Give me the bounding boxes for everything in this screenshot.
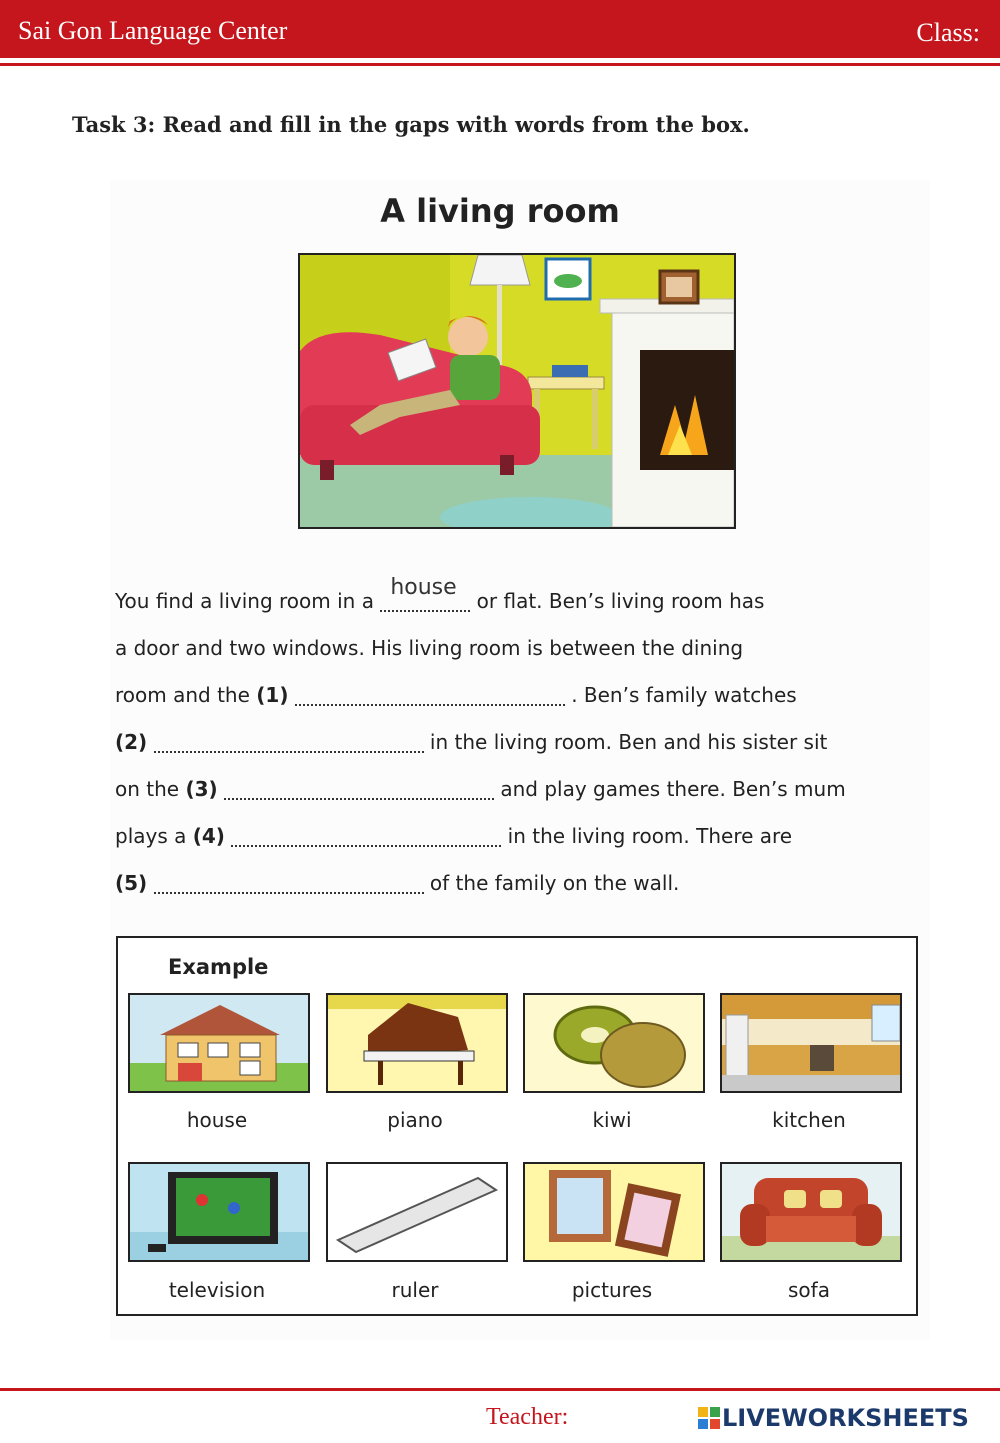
answer-gap-1[interactable] (295, 686, 565, 706)
pictures-picture (523, 1162, 705, 1262)
gap-number-4: (4) (192, 824, 225, 848)
example-label: Example (168, 955, 269, 979)
text-segment: on the (115, 777, 180, 801)
answer-gap-3[interactable] (224, 780, 494, 800)
word-piano: piano (387, 1108, 443, 1132)
text-segment: and play games there. Ben’s mum (500, 777, 846, 801)
paragraph-line-2 (115, 625, 905, 672)
text-segment: room and the (115, 683, 250, 707)
paragraph-line-1 (115, 575, 905, 625)
liveworksheets-logo (698, 1404, 969, 1432)
paragraph-line-4 (115, 719, 905, 766)
gap-number-3: (3) (185, 777, 218, 801)
footer-divider (0, 1388, 1000, 1391)
logo-icon (698, 1407, 720, 1429)
class-label: Class: (916, 18, 980, 47)
word-kiwi: kiwi (592, 1108, 632, 1132)
living-room-illustration (298, 253, 736, 529)
text-segment: of the family on the wall. (429, 871, 680, 895)
ruler-picture (326, 1162, 508, 1262)
header-bar (0, 0, 1000, 58)
text-segment: . Ben’s family watches (571, 683, 797, 707)
kitchen-picture (720, 993, 902, 1093)
example-answer: house (390, 575, 457, 600)
sofa-picture (720, 1162, 902, 1262)
paragraph-line-7 (115, 860, 905, 907)
teacher-label: Teacher: (486, 1404, 569, 1430)
text-segment: or flat. Ben’s living room has (476, 589, 765, 613)
word-pictures: pictures (571, 1278, 653, 1302)
text-segment: You find a living room in a (115, 589, 374, 613)
gap-number-2: (2) (115, 730, 148, 754)
answer-gap-4[interactable] (231, 827, 501, 847)
house-picture (128, 993, 310, 1093)
television-picture (128, 1162, 310, 1262)
text-segment: in the living room. Ben and his sister sit (429, 730, 828, 754)
paragraph-line-6 (115, 813, 905, 860)
piano-picture (326, 993, 508, 1093)
task-instruction: Task 3: Read and fill in the gaps with words from the box. (72, 112, 750, 137)
word-ruler: ruler (391, 1278, 439, 1302)
example-answer-gap (380, 575, 470, 612)
reading-paragraph (115, 575, 905, 907)
answer-gap-5[interactable] (154, 874, 424, 894)
header-divider (0, 63, 1000, 66)
paragraph-line-5 (115, 766, 905, 813)
word-television: television (168, 1278, 266, 1302)
gap-number-1: (1) (256, 683, 289, 707)
kiwi-picture (523, 993, 705, 1093)
text-segment: a door and two windows. His living room is between the dining (115, 636, 744, 660)
reading-title: A living room (380, 192, 620, 230)
brand-text: LIVEWORKSHEETS (722, 1404, 969, 1432)
center-name: Sai Gon Language Center (18, 16, 288, 45)
paragraph-line-3 (115, 672, 905, 719)
word-house: house (186, 1108, 248, 1132)
word-kitchen: kitchen (772, 1108, 846, 1132)
text-segment: in the living room. There are (507, 824, 793, 848)
text-segment: plays a (115, 824, 187, 848)
gap-number-5: (5) (115, 871, 148, 895)
answer-gap-2[interactable] (154, 733, 424, 753)
word-sofa: sofa (788, 1278, 830, 1302)
